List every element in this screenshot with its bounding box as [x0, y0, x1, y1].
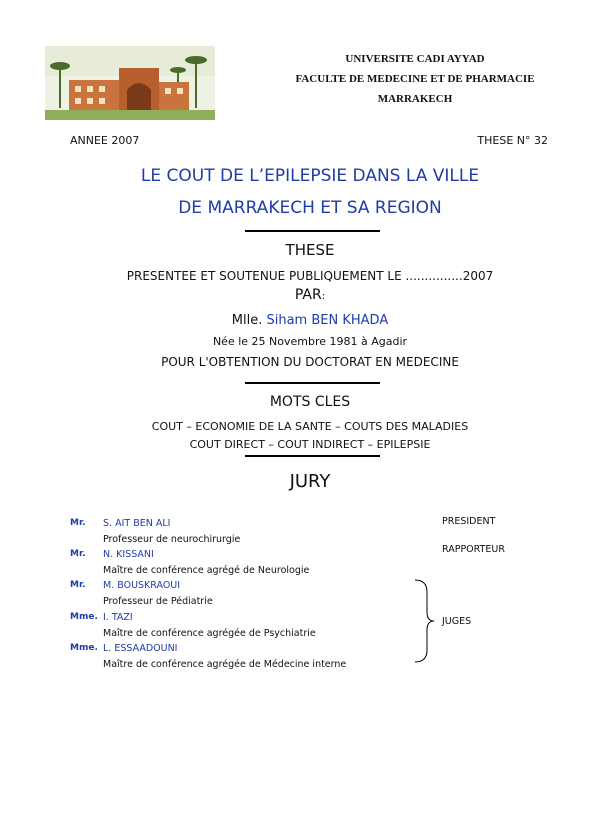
- role-juges: JUGES: [442, 616, 472, 627]
- thesis-title-line-2: DE MARRAKECH ET SA REGION: [178, 198, 442, 218]
- par-colon: :: [321, 291, 326, 302]
- author-line: [0, 313, 600, 328]
- these-heading: THESE: [285, 241, 335, 259]
- divider: [245, 455, 380, 457]
- member-role: Maître de conférence agrégé de Neurologie: [103, 565, 310, 576]
- member-role: Professeur de neurochirurgie: [103, 534, 241, 545]
- city-name: MARRAKECH: [377, 93, 453, 105]
- member-title: Mme.: [70, 643, 98, 653]
- thesis-title-line-1: LE COUT DE L’EPILEPSIE DANS LA VILLE: [140, 166, 480, 186]
- keywords-line-2: COUT DIRECT – COUT INDIRECT – EPILEPSIE: [189, 438, 431, 451]
- thesis-number: THESE N° 32: [477, 134, 548, 147]
- author-name: Siham BEN KHADA: [266, 313, 389, 328]
- faculty-name: FACULTE DE MEDECINE ET DE PHARMACIE: [295, 73, 535, 85]
- role-rapporteur: RAPPORTEUR: [442, 544, 505, 555]
- member-role: Professeur de Pédiatrie: [103, 596, 213, 607]
- member-name: L. ESSAADOUNI: [103, 643, 178, 654]
- jury-heading: JURY: [289, 471, 331, 492]
- par-line: [0, 287, 600, 303]
- degree-line: POUR L'OBTENTION DU DOCTORAT EN MEDECINE: [161, 355, 459, 369]
- role-president: PRESIDENT: [442, 516, 496, 527]
- member-role: Maître de conférence agrégée de Médecine interne: [103, 659, 347, 670]
- par-label: PAR: [294, 287, 322, 303]
- keywords-heading: MOTS CLES: [269, 394, 351, 410]
- brace-icon: [413, 578, 435, 664]
- divider: [245, 382, 380, 384]
- birth-info: Née le 25 Novembre 1981 à Agadir: [212, 335, 408, 348]
- member-title: Mme.: [70, 612, 98, 622]
- member-name: M. BOUSKRAOUI: [103, 580, 181, 591]
- member-name: N. KISSANI: [103, 549, 154, 560]
- member-name: S. AIT BEN ALI: [103, 518, 171, 529]
- author-prefix: Mlle.: [231, 313, 263, 328]
- year-label: ANNEE 2007: [70, 134, 140, 147]
- member-name: I. TAZI: [103, 612, 133, 623]
- divider: [245, 230, 380, 232]
- member-title: Mr.: [70, 518, 86, 528]
- member-role: Maître de conférence agrégée de Psychiatrie: [103, 628, 316, 639]
- member-title: Mr.: [70, 580, 86, 590]
- faculty-logo: [45, 46, 215, 120]
- presentation-line: PRESENTEE ET SOUTENUE PUBLIQUEMENT LE ...............2007: [126, 269, 494, 283]
- keywords-line-1: COUT – ECONOMIE DE LA SANTE – COUTS DES MALADIES: [151, 420, 469, 433]
- university-name: UNIVERSITE CADI AYYAD: [345, 53, 485, 65]
- member-title: Mr.: [70, 549, 86, 559]
